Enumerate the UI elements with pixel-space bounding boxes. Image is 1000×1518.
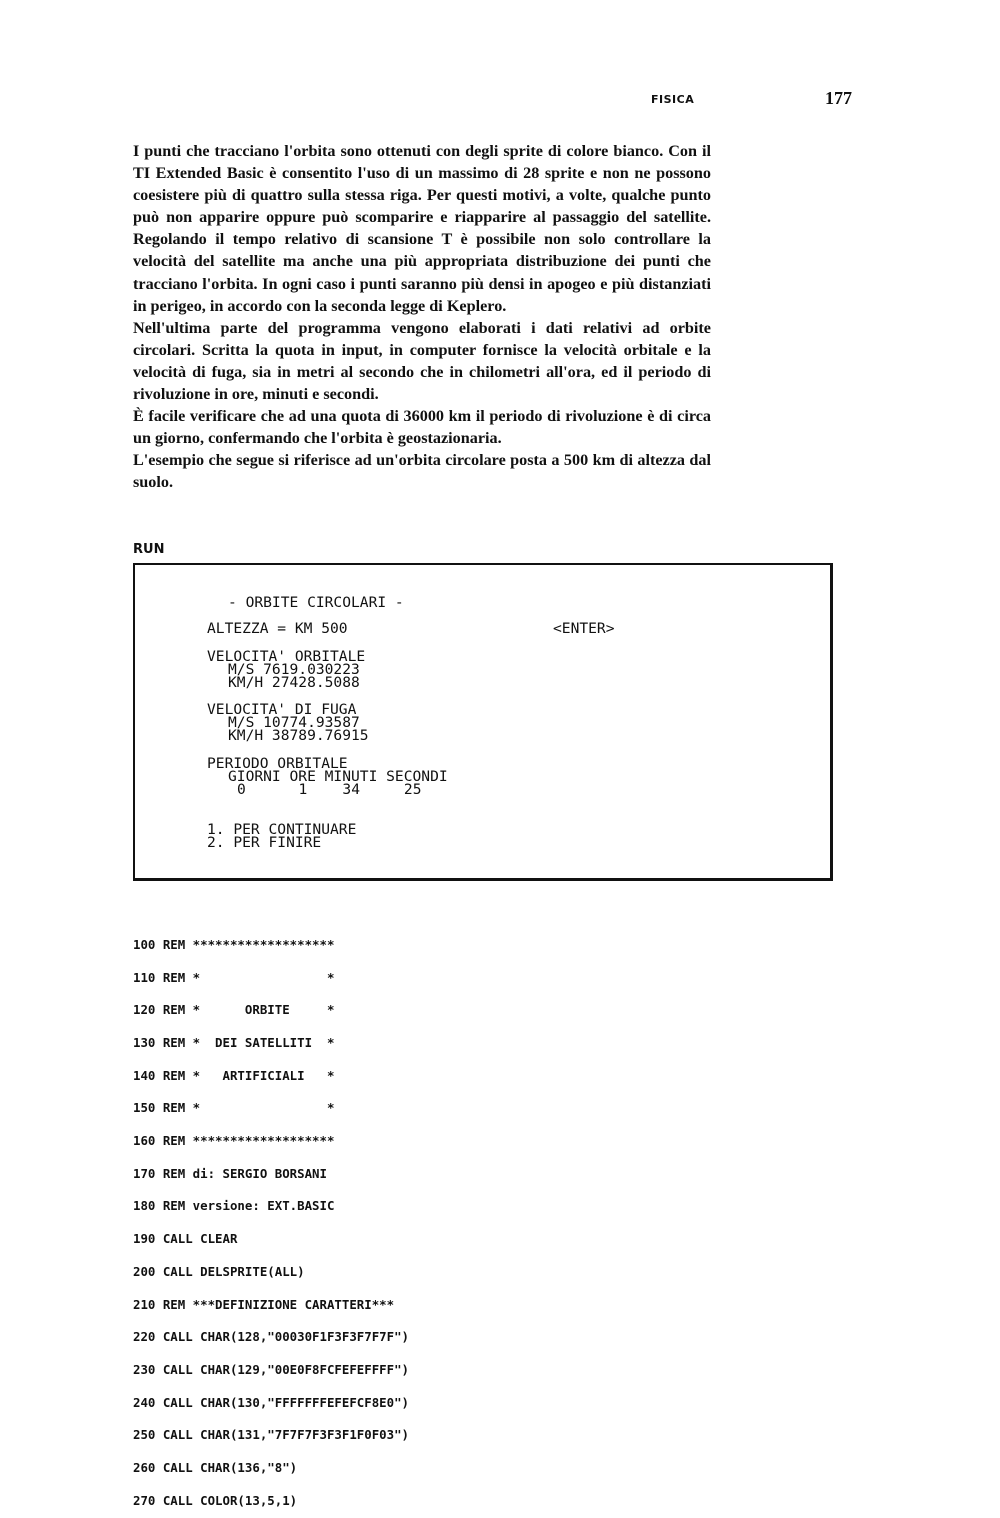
orbital-velocity-ms: M/S 7619.030223 <box>228 661 360 678</box>
run-label: RUN <box>133 542 165 557</box>
running-header-section: FISICA <box>651 93 695 106</box>
option-finish: 2. PER FINIRE <box>207 834 322 851</box>
escape-velocity-ms: M/S 10774.93587 <box>228 714 360 731</box>
orbital-velocity-heading: VELOCITA' ORBITALE <box>207 648 366 665</box>
listing-line: 110 REM * * <box>133 969 335 985</box>
listing-line: 220 CALL CHAR(128,"00030F1F3F3F7F7F") <box>133 1329 410 1345</box>
screen-title: - ORBITE CIRCOLARI - <box>228 594 404 611</box>
listing-line: 190 CALL CLEAR <box>133 1231 238 1247</box>
option-continue: 1. PER CONTINUARE <box>207 821 357 838</box>
enter-prompt: <ENTER> <box>553 620 615 637</box>
paragraph: Nell'ultima parte del programma vengono elaborati i dati relativi ad orbite circolari. Scritta la quota in input, in computer fornisce la velocità orbitale e la velocità di fuga, sia in metri al secondo che in chilometri all'ora, ed il periodo di rivoluzione in ore, minuti e secondi. <box>133 318 711 404</box>
paragraph: I punti che tracciano l'orbita sono ottenuti con degli sprite di colore bianco. Con il TI Extended Basic è consentito l'uso di un massimo di 28 sprite e non ne possono coesistere più di quattro sulla stessa riga. Per questi motivi, a volte, qualche punto può non apparire oppure può scomparire e riapparire al passaggio del satellite. Regolando il tempo relativo di scansione T è possibile non solo controllare la velocità del satellite ma anche una più appropriata distribuzione dei punti che tracciano l'orbita. In ogni caso i punti saranno più densi in apogeo e più distanziati in perigeo, in accordo con la seconda legge di Keplero. <box>133 142 711 315</box>
period-values: 0 1 34 25 <box>237 781 422 798</box>
listing-line: 180 REM versione: EXT.BASIC <box>133 1198 335 1214</box>
listing-line: 210 REM ***DEFINIZIONE CARATTERI*** <box>133 1296 395 1312</box>
listing-line: 140 REM * ARTIFICIALI * <box>133 1067 335 1083</box>
period-heading: PERIODO ORBITALE <box>207 755 348 772</box>
basic-listing <box>133 918 409 1518</box>
listing-line: 120 REM * ORBITE * <box>133 1002 335 1018</box>
page-number: 177 <box>825 88 852 108</box>
listing-line: 160 REM ******************* <box>133 1133 335 1149</box>
escape-velocity-heading: VELOCITA' DI FUGA <box>207 701 357 718</box>
listing-line: 240 CALL CHAR(130,"FFFFFFFEFEFCF8E0") <box>133 1394 410 1410</box>
listing-line: 260 CALL CHAR(136,"8") <box>133 1460 298 1476</box>
listing-line: 230 CALL CHAR(129,"00E0F8FCFEFEFFFF") <box>133 1361 410 1377</box>
paragraph: È facile verificare che ad una quota di 36000 km il periodo di rivoluzione è di circa un giorno, confermando che l'orbita è geostazionaria. <box>133 407 711 448</box>
period-columns: GIORNI ORE MINUTI SECONDI <box>228 768 448 785</box>
orbital-velocity-kmh: KM/H 27428.5088 <box>228 674 360 691</box>
body-text <box>133 140 711 494</box>
listing-line: 100 REM ******************* <box>133 936 335 952</box>
altitude-line: ALTEZZA = KM 500 <box>207 620 348 637</box>
listing-line: 170 REM di: SERGIO BORSANI <box>133 1165 327 1181</box>
program-output-screen <box>133 563 833 881</box>
paragraph: L'esempio che segue si riferisce ad un'orbita circolare posta a 500 km di altezza dal suolo. <box>133 451 711 492</box>
listing-line: 130 REM * DEI SATELLITI * <box>133 1034 335 1050</box>
escape-velocity-kmh: KM/H 38789.76915 <box>228 727 369 744</box>
listing-line: 270 CALL COLOR(13,5,1) <box>133 1492 298 1508</box>
listing-line: 250 CALL CHAR(131,"7F7F7F3F3F1F0F03") <box>133 1427 410 1443</box>
listing-line: 200 CALL DELSPRITE(ALL) <box>133 1263 305 1279</box>
listing-line: 150 REM * * <box>133 1100 335 1116</box>
